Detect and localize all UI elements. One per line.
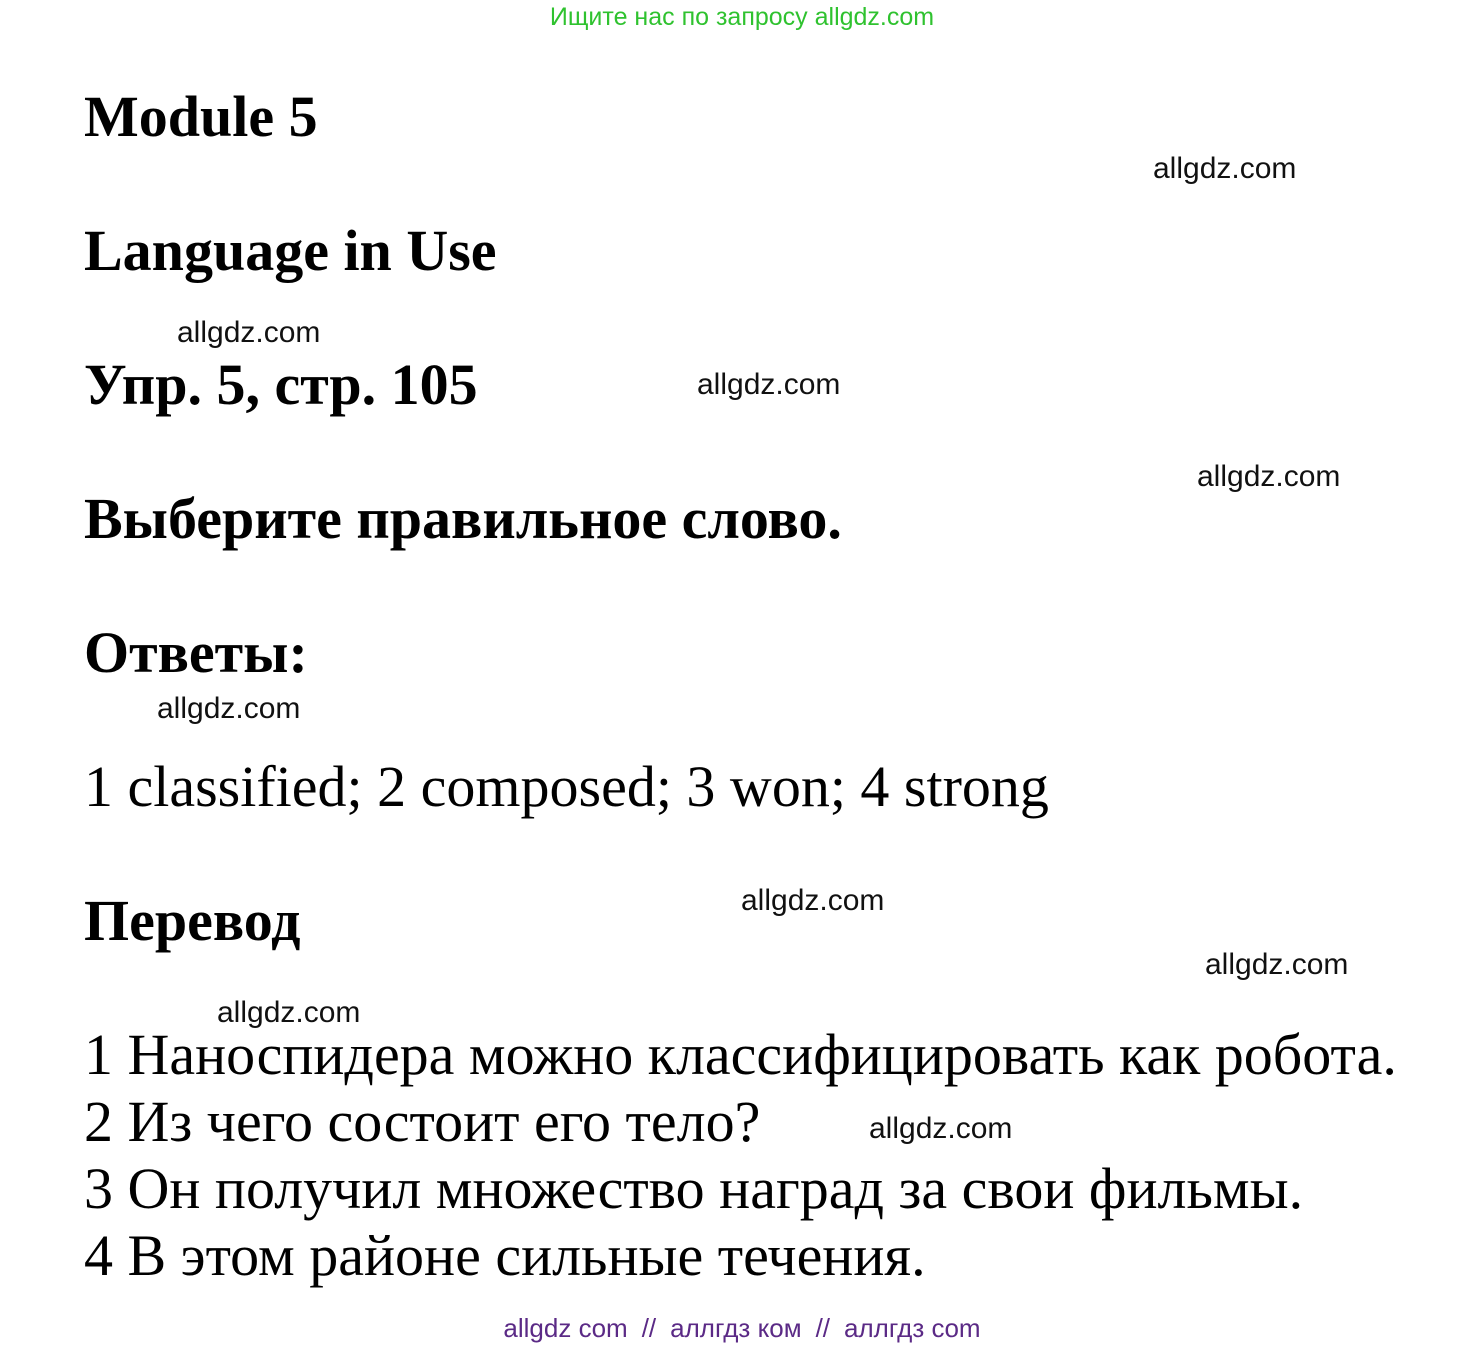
footer-separator: // [641, 1313, 657, 1343]
translation-line: 4 В этом районе сильные течения. [84, 1223, 926, 1288]
footer-separator: // [815, 1313, 831, 1343]
top-banner: Ищите нас по запросу allgdz.com [549, 3, 935, 31]
watermark: allgdz.com [1153, 152, 1297, 185]
watermark: allgdz.com [157, 692, 301, 725]
answers-title: Ответы: [84, 620, 308, 685]
translation-title: Перевод [84, 888, 301, 953]
watermark: allgdz.com [177, 316, 321, 349]
watermark: allgdz.com [1197, 460, 1341, 493]
footer-link-allgdz-mixed[interactable]: аллгдз com [844, 1313, 981, 1343]
translation-line: 1 Наноспидера можно классифицировать как робота. [84, 1022, 1397, 1087]
footer-link-allgdz[interactable]: allgdz com [503, 1313, 628, 1343]
watermark: allgdz.com [741, 884, 885, 917]
module-title: Module 5 [84, 84, 318, 149]
task-instruction: Выберите правильное слово. [84, 486, 842, 551]
translation-line: 3 Он получил множество наград за свои фильмы. [84, 1156, 1304, 1221]
watermark: allgdz.com [217, 996, 361, 1029]
answers-line: 1 classified; 2 composed; 3 won; 4 strong [84, 754, 1049, 819]
watermark: allgdz.com [697, 368, 841, 401]
exercise-title: Упр. 5, стр. 105 [84, 352, 478, 417]
watermark: allgdz.com [1205, 948, 1349, 981]
footer-links [0, 1312, 1484, 1344]
footer-link-allgdz-ru[interactable]: аллгдз ком [670, 1313, 802, 1343]
section-title: Language in Use [84, 218, 497, 283]
translation-line: 2 Из чего состоит его тело? [84, 1089, 761, 1154]
watermark: allgdz.com [869, 1112, 1013, 1145]
